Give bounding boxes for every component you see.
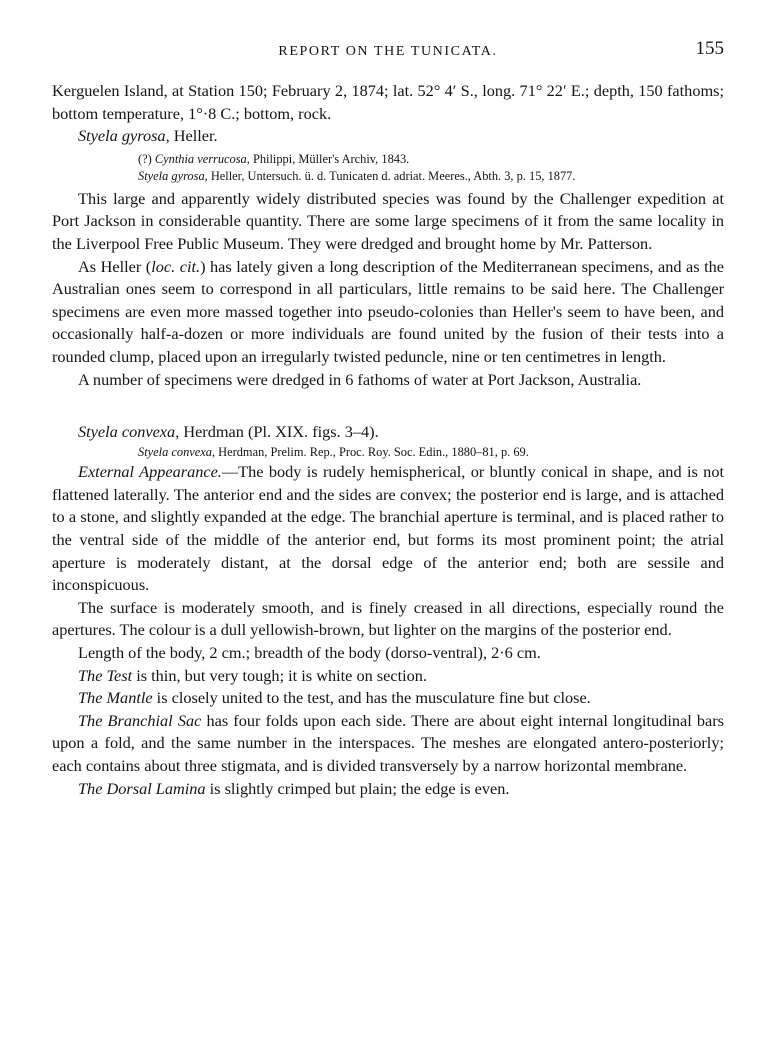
page-body [52,80,724,800]
section-label: The Mantle [78,688,153,708]
species-heading-gyrosa [52,125,724,148]
running-header: REPORT ON THE TUNICATA. [278,44,498,59]
paragraph-mantle [52,687,724,710]
species-name: Styela gyrosa [78,126,166,146]
synonym-name: Styela gyrosa [138,169,205,184]
paragraph: The surface is moderately smooth, and is finely creased in all directions, especially round the apertures. The colour is a dull yellowish-brown, but lighter on the margins of the posterior end. [52,597,724,640]
paragraph [52,256,724,369]
species-name: Styela convexa [78,422,176,442]
synonym-entry [52,168,724,186]
synonym-ref: , Heller, Untersuch. ü. d. Tunicaten d. adriat. Meeres., Abth. 3, p. 15, 1877. [204,169,576,184]
paragraph-test [52,665,724,688]
paragraph: A number of specimens were dredged in 6 fathoms of water at Port Jackson, Australia. [78,369,642,389]
synonym-prefix: (?) [138,151,155,166]
text-run: ) has lately given a long description of the Mediterranean specimens, and as the Australian ones seem to correspond in all particulars, little remains to be said here. The Challenger specimens are even more massed together into pseudo-colonies than Heller's seem to have been, and occasionally half-a-dozen or more individuals are found united by the fusion of their tests into a rounded clump, placed upon an irregularly twisted peduncle, nine or ten centimetres in length. [52,256,724,366]
text-run: is closely united to the test, and has the musculature fine but close. [152,688,591,708]
paragraph-branchial-sac [52,710,724,778]
page-number: 155 [695,38,724,59]
synonym-name: Cynthia verrucosa [154,151,247,166]
text-run: —The body is rudely hemispherical, or bluntly conical in shape, and is not flattened laterally. The anterior end and the sides are convex; the posterior end is large, and is attached to a stone, and slightly expanded at the edge. The branchial aperture is terminal, and is placed rather to the ventral side of the middle of the anterior end, but forms its most prominent point; the atrial aperture is moderately distant, at the dorsal edge of the anterior end; both are sessile and inconspicuous. [52,462,724,595]
paragraph: This large and apparently widely distributed species was found by the Challenger expedition at Port Jackson in considerable quantity. There are some large specimens of it from the same locality in the Liverpool Free Public Museum. They were dredged and brought home by Mr. Patterson. [52,188,724,253]
paragraph: Length of the body, 2 cm.; breadth of the body (dorso-ventral), 2·6 cm. [78,642,541,662]
section-label: The Test [78,665,133,685]
intro-paragraph: Kerguelen Island, at Station 150; February 2, 1874; lat. 52° 4′ S., long. 71° 22′ E.; depth, 150 fathoms; bottom temperature, 1°·8 C.; bottom, rock. [52,81,724,123]
synonym-entry [52,151,724,169]
loc-cit: loc. cit. [151,256,201,276]
paragraph-external-appearance [52,461,724,597]
section-label: The Dorsal Lamina [78,778,206,798]
synonym-entry [52,444,724,462]
species-heading-convexa [52,421,724,444]
species-author: , Herdman (Pl. XIX. figs. 3–4). [175,422,379,442]
synonym-name: Styela convexa [138,444,212,459]
synonym-ref: , Herdman, Prelim. Rep., Proc. Roy. Soc. Edin., 1880–81, p. 69. [211,444,529,459]
section-label: External Appearance. [78,462,222,482]
species-author: , Heller. [165,126,218,146]
text-run: As Heller ( [78,256,152,276]
text-run: has four folds upon each side. There are about eight internal longitudinal bars upon a fold, and the same number in the interspaces. The meshes are elongated antero-posteriorly; each contains about three stigmata, and is divided transversely by a narrow horizontal membrane. [52,710,724,775]
text-run: is slightly crimped but plain; the edge is even. [205,778,510,798]
paragraph-dorsal-lamina [52,778,724,801]
section-label: The Branchial Sac [78,710,202,730]
text-run: is thin, but very tough; it is white on section. [132,665,427,685]
synonym-ref: , Philippi, Müller's Archiv, 1843. [246,151,410,166]
